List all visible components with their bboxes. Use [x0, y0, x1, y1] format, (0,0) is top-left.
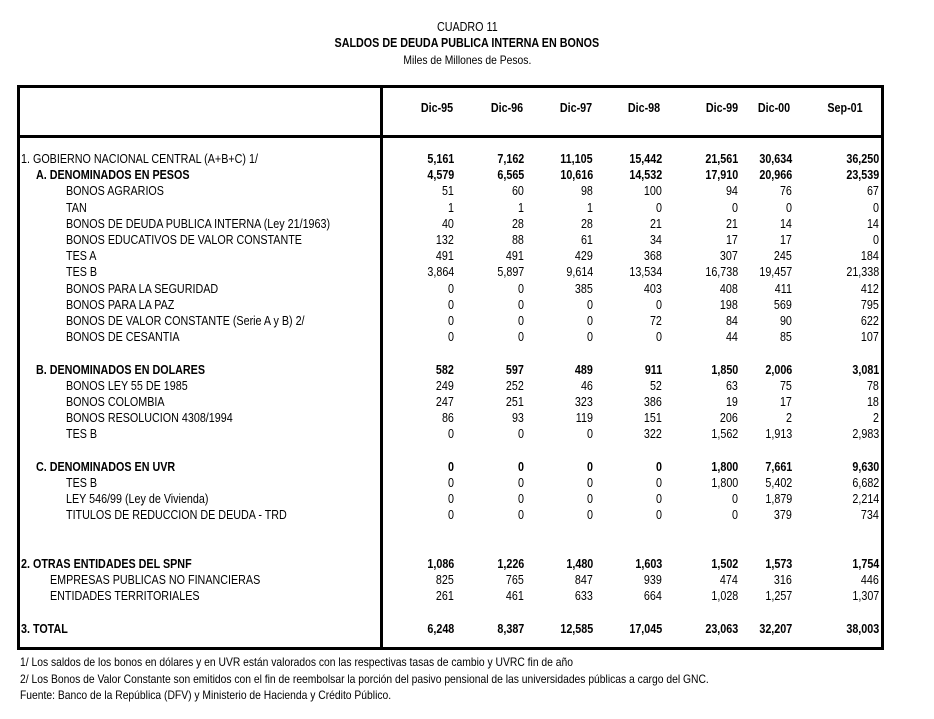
cell-value: 9,614	[566, 265, 593, 280]
cell-value: 2,006	[765, 362, 792, 377]
row-label: C. DENOMINADOS EN UVR	[36, 459, 176, 474]
cell-value: 664	[644, 589, 662, 604]
table-row	[20, 556, 880, 572]
cell-value: 316	[774, 573, 792, 588]
cell-value: 40	[442, 216, 454, 231]
cell-value: 1,502	[711, 557, 738, 571]
table-units: Miles de Millones de Pesos.	[403, 53, 531, 67]
cell-value: 408	[720, 281, 738, 296]
cell-value: 0	[656, 200, 662, 215]
cell-value: 67	[867, 184, 879, 199]
cell-value: 412	[861, 281, 879, 296]
cell-value: 84	[726, 314, 738, 328]
cell-value: 206	[720, 411, 738, 426]
cell-value: 0	[448, 427, 454, 442]
cell-value: 0	[656, 476, 662, 490]
cell-value: 633	[575, 589, 593, 604]
cell-value: 0	[786, 200, 792, 215]
cell-value: 21,338	[846, 265, 879, 280]
row-label: 3. TOTAL	[21, 621, 68, 636]
cell-value: 85	[780, 330, 792, 345]
cell-value: 78	[867, 378, 879, 393]
cell-value: 385	[575, 281, 593, 296]
table-row	[20, 588, 880, 604]
cell-value: 1,028	[711, 589, 738, 604]
cell-value: 6,565	[497, 168, 524, 183]
cell-value: 0	[656, 330, 662, 345]
cell-value: 0	[448, 281, 454, 296]
row-label: 1. GOBIERNO NACIONAL CENTRAL (A+B+C) 1/	[21, 152, 258, 166]
cell-value: 28	[512, 216, 524, 231]
cell-value: 0	[518, 476, 524, 490]
cell-value: 2	[786, 411, 792, 426]
cell-value: 0	[518, 314, 524, 328]
cell-value: 14	[867, 216, 879, 231]
cell-value: 32,207	[759, 621, 792, 636]
row-label: BONOS EDUCATIVOS DE VALOR CONSTANTE	[66, 233, 302, 247]
cell-value: 0	[518, 281, 524, 296]
row-label: BONOS RESOLUCION 4308/1994	[66, 411, 233, 426]
column-header: Dic-99	[705, 101, 739, 115]
cell-value: 60	[512, 184, 524, 199]
cell-value: 489	[575, 362, 593, 377]
cell-value: 1,850	[711, 362, 738, 377]
cell-value: 0	[587, 427, 593, 442]
cell-value: 51	[442, 184, 454, 199]
cell-value: 72	[650, 314, 662, 328]
cell-value: 0	[518, 330, 524, 345]
table-row	[20, 572, 880, 588]
row-label: TITULOS DE REDUCCION DE DEUDA - TRD	[66, 508, 287, 523]
cell-value: 94	[726, 184, 738, 199]
footnote-1: 1/ Los saldos de los bonos en dólares y en UVR están valorados con las respectivas tasas de cambio y UVRC fin de año	[20, 655, 574, 669]
cell-value: 17	[726, 233, 738, 247]
row-label: BONOS DE VALOR CONSTANTE (Serie A y B) 2/	[66, 314, 305, 328]
row-label: TAN	[66, 200, 87, 215]
cell-value: 28	[581, 216, 593, 231]
row-label: TES B	[66, 476, 98, 490]
cell-value: 474	[720, 573, 738, 588]
cell-value: 17	[780, 395, 792, 409]
table-row	[20, 183, 880, 199]
cell-value: 17,910	[705, 168, 738, 183]
column-header: Dic-00	[757, 101, 791, 115]
cell-value: 0	[656, 508, 662, 523]
cell-value: 14	[780, 216, 792, 231]
table-row	[20, 329, 880, 345]
cell-value: 8,387	[497, 621, 524, 636]
cell-value: 1,754	[852, 557, 879, 571]
cell-value: 7,162	[497, 152, 524, 166]
cell-value: 429	[575, 249, 593, 264]
table-row	[20, 216, 880, 232]
cell-value: 3,081	[852, 362, 879, 377]
cell-value: 0	[656, 459, 662, 474]
column-header: Dic-96	[490, 101, 524, 115]
cell-value: 569	[774, 297, 792, 312]
cell-value: 15,442	[629, 152, 662, 166]
cell-value: 34	[650, 233, 662, 247]
cell-value: 597	[506, 362, 524, 377]
cell-value: 386	[644, 395, 662, 409]
cell-value: 7,661	[765, 459, 792, 474]
cell-value: 0	[518, 297, 524, 312]
cell-value: 0	[448, 297, 454, 312]
cell-value: 1,226	[497, 557, 524, 571]
cell-value: 38,003	[846, 621, 879, 636]
cell-value: 63	[726, 378, 738, 393]
cell-value: 1,603	[635, 557, 662, 571]
cell-value: 247	[436, 395, 454, 409]
cell-value: 1,480	[566, 557, 593, 571]
cell-value: 17,045	[629, 621, 662, 636]
cell-value: 446	[861, 573, 879, 588]
table-row	[20, 200, 880, 216]
cell-value: 0	[587, 297, 593, 312]
cell-value: 107	[861, 330, 879, 345]
cell-value: 2	[873, 411, 879, 426]
row-label: EMPRESAS PUBLICAS NO FINANCIERAS	[50, 573, 261, 588]
cell-value: 0	[656, 297, 662, 312]
row-label: BONOS DE CESANTIA	[66, 330, 180, 345]
table-row	[20, 248, 880, 264]
row-label: BONOS PARA LA PAZ	[66, 297, 175, 312]
cell-value: 0	[448, 508, 454, 523]
cell-value: 151	[644, 411, 662, 426]
cell-value: 19,457	[759, 265, 792, 280]
cell-value: 0	[587, 492, 593, 507]
row-label: TES B	[66, 265, 98, 280]
cell-value: 1,086	[427, 557, 454, 571]
table-row	[20, 313, 880, 329]
cell-value: 23,539	[846, 168, 879, 183]
cell-value: 1	[587, 200, 593, 215]
cell-value: 491	[506, 249, 524, 264]
cell-value: 16,738	[705, 265, 738, 280]
cell-value: 939	[644, 573, 662, 588]
cell-value: 21	[650, 216, 662, 231]
table-number: CUADRO 11	[436, 20, 498, 34]
cell-value: 0	[518, 508, 524, 523]
cell-value: 251	[506, 395, 524, 409]
column-header: Dic-95	[420, 101, 454, 115]
cell-value: 18	[867, 395, 879, 409]
cell-value: 44	[726, 330, 738, 345]
cell-value: 5,897	[497, 265, 524, 280]
row-label: 2. OTRAS ENTIDADES DEL SPNF	[21, 557, 192, 571]
row-label: BONOS PARA LA SEGURIDAD	[66, 281, 219, 296]
column-header: Sep-01	[827, 101, 863, 115]
cell-value: 307	[720, 249, 738, 264]
cell-value: 0	[732, 492, 738, 507]
cell-value: 6,248	[427, 621, 454, 636]
row-label: BONOS LEY 55 DE 1985	[66, 378, 188, 393]
table-row	[20, 426, 880, 442]
cell-value: 0	[656, 492, 662, 507]
header-divider	[17, 135, 884, 138]
cell-value: 322	[644, 427, 662, 442]
cell-value: 1,573	[765, 557, 792, 571]
cell-value: 184	[861, 249, 879, 264]
cell-value: 0	[587, 508, 593, 523]
row-label: BONOS COLOMBIA	[66, 395, 165, 409]
cell-value: 461	[506, 589, 524, 604]
cell-value: 100	[644, 184, 662, 199]
cell-value: 622	[861, 314, 879, 328]
cell-value: 5,402	[765, 476, 792, 490]
table-row	[20, 475, 880, 491]
cell-value: 75	[780, 378, 792, 393]
table-row	[20, 394, 880, 410]
cell-value: 21,561	[705, 152, 738, 166]
cell-value: 249	[436, 378, 454, 393]
cell-value: 1,879	[765, 492, 792, 507]
cell-value: 795	[861, 297, 879, 312]
cell-value: 13,534	[629, 265, 662, 280]
footnote-2: 2/ Los Bonos de Valor Constante son emitidos con el fin de reembolsar la porción del pasivo pensional de las universidades públicas a cargo del GNC.	[20, 672, 709, 686]
cell-value: 61	[581, 233, 593, 247]
cell-value: 0	[732, 200, 738, 215]
cell-value: 19	[726, 395, 738, 409]
cell-value: 12,585	[560, 621, 593, 636]
table-row	[20, 264, 880, 280]
cell-value: 0	[448, 314, 454, 328]
cell-value: 2,214	[852, 492, 879, 507]
cell-value: 261	[436, 589, 454, 604]
row-label: B. DENOMINADOS EN DOLARES	[36, 362, 206, 377]
cell-value: 0	[873, 200, 879, 215]
cell-value: 21	[726, 216, 738, 231]
cell-value: 0	[587, 314, 593, 328]
cell-value: 76	[780, 184, 792, 199]
cell-value: 0	[518, 427, 524, 442]
cell-value: 98	[581, 184, 593, 199]
cell-value: 0	[448, 492, 454, 507]
cell-value: 825	[436, 573, 454, 588]
cell-value: 379	[774, 508, 792, 523]
table-row	[20, 507, 880, 523]
cell-value: 0	[448, 330, 454, 345]
cell-value: 6,682	[852, 476, 879, 490]
cell-value: 765	[506, 573, 524, 588]
table-row	[20, 281, 880, 297]
cell-value: 1,257	[765, 589, 792, 604]
cell-value: 411	[774, 281, 792, 296]
column-header: Dic-97	[559, 101, 593, 115]
row-label: BONOS DE DEUDA PUBLICA INTERNA (Ley 21/1963)	[66, 216, 331, 231]
table-row	[20, 621, 880, 637]
cell-value: 1	[518, 200, 524, 215]
cell-value: 36,250	[846, 152, 879, 166]
table-row	[20, 167, 880, 183]
cell-value: 911	[644, 362, 662, 377]
cell-value: 1,307	[852, 589, 879, 604]
cell-value: 46	[581, 378, 593, 393]
cell-value: 1	[448, 200, 454, 215]
cell-value: 0	[448, 459, 454, 474]
cell-value: 30,634	[759, 152, 792, 166]
cell-value: 0	[448, 476, 454, 490]
table-row	[20, 491, 880, 507]
table-row	[20, 151, 880, 167]
row-label: ENTIDADES TERRITORIALES	[50, 589, 200, 604]
table-row	[20, 232, 880, 248]
source-note: Fuente: Banco de la República (DFV) y Ministerio de Hacienda y Crédito Público.	[20, 688, 392, 702]
cell-value: 14,532	[629, 168, 662, 183]
cell-value: 0	[587, 459, 593, 474]
cell-value: 52	[650, 378, 662, 393]
cell-value: 0	[732, 508, 738, 523]
cell-value: 198	[720, 297, 738, 312]
cell-value: 86	[442, 411, 454, 426]
cell-value: 491	[436, 249, 454, 264]
cell-value: 0	[873, 233, 879, 247]
cell-value: 1,800	[711, 459, 738, 474]
table-row	[20, 459, 880, 475]
cell-value: 323	[575, 395, 593, 409]
cell-value: 88	[512, 233, 524, 247]
cell-value: 1,800	[711, 476, 738, 490]
row-label: BONOS AGRARIOS	[66, 184, 164, 199]
cell-value: 132	[436, 233, 454, 247]
table-row	[20, 362, 880, 378]
cell-value: 0	[518, 492, 524, 507]
cell-value: 10,616	[560, 168, 593, 183]
cell-value: 847	[575, 573, 593, 588]
cell-value: 0	[587, 330, 593, 345]
cell-value: 23,063	[705, 621, 738, 636]
cell-value: 90	[780, 314, 792, 328]
cell-value: 9,630	[852, 459, 879, 474]
table-row	[20, 378, 880, 394]
row-label: TES B	[66, 427, 98, 442]
cell-value: 93	[512, 411, 524, 426]
cell-value: 252	[506, 378, 524, 393]
table-title: SALDOS DE DEUDA PUBLICA INTERNA EN BONOS	[334, 36, 600, 50]
cell-value: 2,983	[852, 427, 879, 442]
cell-value: 0	[518, 459, 524, 474]
cell-value: 119	[575, 411, 593, 426]
cell-value: 3,864	[427, 265, 454, 280]
cell-value: 17	[780, 233, 792, 247]
table-row	[20, 410, 880, 426]
cell-value: 245	[774, 249, 792, 264]
row-label: TES A	[66, 249, 97, 264]
cell-value: 734	[861, 508, 879, 523]
cell-value: 5,161	[427, 152, 454, 166]
column-header: Dic-98	[627, 101, 661, 115]
cell-value: 20,966	[759, 168, 792, 183]
cell-value: 1,562	[711, 427, 738, 442]
cell-value: 11,105	[560, 152, 593, 166]
cell-value: 368	[644, 249, 662, 264]
cell-value: 0	[587, 476, 593, 490]
row-label: A. DENOMINADOS EN PESOS	[36, 168, 190, 183]
cell-value: 582	[436, 362, 454, 377]
cell-value: 403	[644, 281, 662, 296]
row-label: LEY 546/99 (Ley de Vivienda)	[66, 492, 209, 507]
cell-value: 1,913	[765, 427, 792, 442]
cell-value: 4,579	[427, 168, 454, 183]
table-row	[20, 297, 880, 313]
